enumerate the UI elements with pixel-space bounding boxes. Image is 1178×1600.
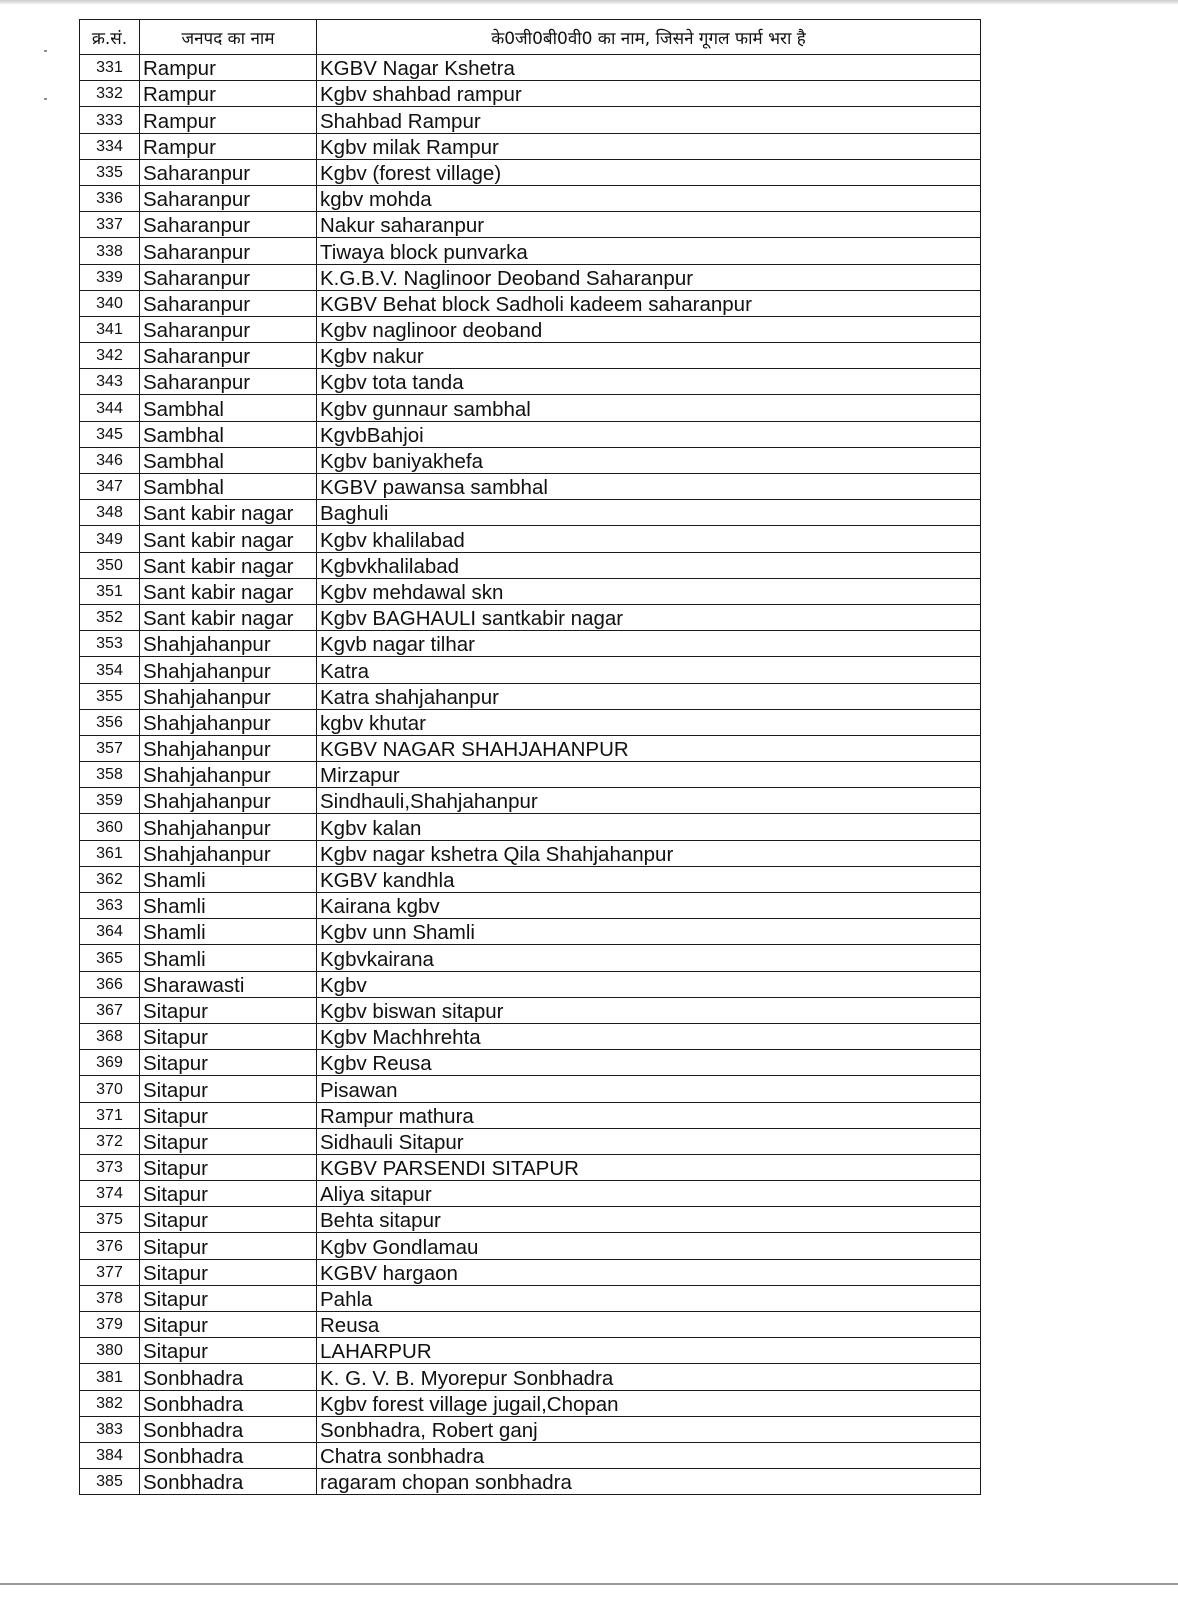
table-row [80, 290, 981, 316]
table-row [80, 578, 981, 604]
table-row [80, 159, 981, 185]
district-cell: Shamli [140, 919, 317, 945]
table-row [80, 788, 981, 814]
table-row [80, 447, 981, 473]
district-cell: Sitapur [140, 1076, 317, 1102]
serial-number-cell: 365 [80, 945, 140, 971]
school-name-cell: Kgbv nakur [317, 343, 981, 369]
district-cell: Sant kabir nagar [140, 578, 317, 604]
serial-number-cell: 362 [80, 866, 140, 892]
table-row [80, 1023, 981, 1049]
serial-number-cell: 366 [80, 971, 140, 997]
district-cell: Shamli [140, 893, 317, 919]
table-row [80, 1312, 981, 1338]
header-school-name: के0जी0बी0वी0 का नाम, जिसने गूगल फार्म भरा है [317, 20, 981, 55]
district-cell: Sambhal [140, 395, 317, 421]
school-name-cell: Kgbv nagar kshetra Qila Shahjahanpur [317, 840, 981, 866]
serial-number-cell: 336 [80, 185, 140, 211]
school-name-cell: Kgbv shahbad rampur [317, 81, 981, 107]
serial-number-cell: 346 [80, 447, 140, 473]
table-header [80, 20, 981, 55]
table-row [80, 631, 981, 657]
district-cell: Sitapur [140, 1233, 317, 1259]
table-row [80, 657, 981, 683]
serial-number-cell: 358 [80, 762, 140, 788]
serial-number-cell: 332 [80, 81, 140, 107]
district-cell: Sambhal [140, 421, 317, 447]
serial-number-cell: 341 [80, 316, 140, 342]
serial-number-cell: 374 [80, 1181, 140, 1207]
serial-number-cell: 384 [80, 1442, 140, 1468]
table-row [80, 1285, 981, 1311]
school-name-cell: KGBV Behat block Sadholi kadeem saharanpur [317, 290, 981, 316]
district-cell: Saharanpur [140, 264, 317, 290]
district-cell: Sant kabir nagar [140, 526, 317, 552]
table-row [80, 945, 981, 971]
scan-top-edge [0, 0, 1178, 4]
school-name-cell: Kgbv Gondlamau [317, 1233, 981, 1259]
district-cell: Sambhal [140, 447, 317, 473]
table-row [80, 1154, 981, 1180]
district-cell: Sitapur [140, 1023, 317, 1049]
school-name-cell: Sindhauli,Shahjahanpur [317, 788, 981, 814]
table-row [80, 1050, 981, 1076]
school-name-cell: KGBV Nagar Kshetra [317, 55, 981, 81]
table-row [80, 395, 981, 421]
school-name-cell: LAHARPUR [317, 1338, 981, 1364]
serial-number-cell: 385 [80, 1469, 140, 1495]
table-row [80, 997, 981, 1023]
table-row [80, 133, 981, 159]
table-row [80, 316, 981, 342]
header-row [80, 20, 981, 55]
school-name-cell: Chatra sonbhadra [317, 1442, 981, 1468]
district-cell: Shahjahanpur [140, 735, 317, 761]
school-name-cell: Sonbhadra, Robert ganj [317, 1416, 981, 1442]
serial-number-cell: 344 [80, 395, 140, 421]
serial-number-cell: 383 [80, 1416, 140, 1442]
serial-number-cell: 381 [80, 1364, 140, 1390]
header-district-name: जनपद का नाम [140, 20, 317, 55]
school-name-cell: Kgbv tota tanda [317, 369, 981, 395]
serial-number-cell: 354 [80, 657, 140, 683]
district-cell: Saharanpur [140, 290, 317, 316]
district-cell: Sonbhadra [140, 1390, 317, 1416]
district-cell: Saharanpur [140, 238, 317, 264]
school-name-cell: KGBV hargaon [317, 1259, 981, 1285]
table-row [80, 709, 981, 735]
district-cell: Sonbhadra [140, 1442, 317, 1468]
table-row [80, 1076, 981, 1102]
serial-number-cell: 355 [80, 683, 140, 709]
table-row [80, 421, 981, 447]
school-name-cell: Behta sitapur [317, 1207, 981, 1233]
table-row [80, 1207, 981, 1233]
school-name-cell: KGBV pawansa sambhal [317, 474, 981, 500]
school-name-cell: Pisawan [317, 1076, 981, 1102]
serial-number-cell: 379 [80, 1312, 140, 1338]
district-cell: Sitapur [140, 1050, 317, 1076]
district-cell: Shahjahanpur [140, 657, 317, 683]
serial-number-cell: 333 [80, 107, 140, 133]
serial-number-cell: 380 [80, 1338, 140, 1364]
school-name-cell: Reusa [317, 1312, 981, 1338]
serial-number-cell: 331 [80, 55, 140, 81]
district-cell: Saharanpur [140, 159, 317, 185]
district-cell: Sant kabir nagar [140, 552, 317, 578]
table-row [80, 1102, 981, 1128]
school-name-cell: Kgbv BAGHAULI santkabir nagar [317, 604, 981, 630]
serial-number-cell: 353 [80, 631, 140, 657]
table-row [80, 1442, 981, 1468]
serial-number-cell: 360 [80, 814, 140, 840]
school-name-cell: Baghuli [317, 500, 981, 526]
school-name-cell: Nakur saharanpur [317, 212, 981, 238]
serial-number-cell: 345 [80, 421, 140, 447]
district-cell: Sonbhadra [140, 1416, 317, 1442]
district-cell: Shamli [140, 945, 317, 971]
school-name-cell: kgbv khutar [317, 709, 981, 735]
table-row [80, 1416, 981, 1442]
table-row [80, 762, 981, 788]
school-name-cell: Kgvb nagar tilhar [317, 631, 981, 657]
district-cell: Saharanpur [140, 185, 317, 211]
school-name-cell: Katra shahjahanpur [317, 683, 981, 709]
table-row [80, 735, 981, 761]
school-name-cell: Kgbv naglinoor deoband [317, 316, 981, 342]
serial-number-cell: 369 [80, 1050, 140, 1076]
district-cell: Sitapur [140, 1102, 317, 1128]
school-name-cell: Kgbvkairana [317, 945, 981, 971]
district-cell: Sambhal [140, 474, 317, 500]
school-name-cell: Kgbv biswan sitapur [317, 997, 981, 1023]
district-cell: Shahjahanpur [140, 631, 317, 657]
table-row [80, 343, 981, 369]
district-cell: Shahjahanpur [140, 762, 317, 788]
school-name-cell: ragaram chopan sonbhadra [317, 1469, 981, 1495]
district-cell: Sonbhadra [140, 1364, 317, 1390]
district-cell: Sonbhadra [140, 1469, 317, 1495]
district-cell: Sitapur [140, 1128, 317, 1154]
district-cell: Rampur [140, 107, 317, 133]
serial-number-cell: 356 [80, 709, 140, 735]
serial-number-cell: 377 [80, 1259, 140, 1285]
serial-number-cell: 343 [80, 369, 140, 395]
table-row [80, 526, 981, 552]
district-cell: Sharawasti [140, 971, 317, 997]
table-row [80, 552, 981, 578]
serial-number-cell: 342 [80, 343, 140, 369]
table-row [80, 474, 981, 500]
district-cell: Saharanpur [140, 212, 317, 238]
table-row [80, 1233, 981, 1259]
district-cell: Shahjahanpur [140, 788, 317, 814]
serial-number-cell: 335 [80, 159, 140, 185]
scan-speck [44, 50, 47, 52]
district-cell: Saharanpur [140, 343, 317, 369]
school-name-cell: Mirzapur [317, 762, 981, 788]
serial-number-cell: 338 [80, 238, 140, 264]
serial-number-cell: 375 [80, 1207, 140, 1233]
table-row [80, 55, 981, 81]
table-row [80, 185, 981, 211]
district-cell: Rampur [140, 81, 317, 107]
school-name-cell: Kgbv Reusa [317, 1050, 981, 1076]
district-cell: Shahjahanpur [140, 709, 317, 735]
district-cell: Shahjahanpur [140, 683, 317, 709]
district-cell: Sitapur [140, 1285, 317, 1311]
district-cell: Sant kabir nagar [140, 500, 317, 526]
serial-number-cell: 378 [80, 1285, 140, 1311]
school-name-cell: Kgbv mehdawal skn [317, 578, 981, 604]
school-name-cell: Tiwaya block punvarka [317, 238, 981, 264]
table-row [80, 1469, 981, 1495]
school-name-cell: Kgbv (forest village) [317, 159, 981, 185]
table-row [80, 840, 981, 866]
serial-number-cell: 349 [80, 526, 140, 552]
school-name-cell: K.G.B.V. Naglinoor Deoband Saharanpur [317, 264, 981, 290]
serial-number-cell: 340 [80, 290, 140, 316]
school-name-cell: Kgbv Machhrehta [317, 1023, 981, 1049]
district-cell: Sitapur [140, 1312, 317, 1338]
school-name-cell: kgbv mohda [317, 185, 981, 211]
school-name-cell: KGBV PARSENDI SITAPUR [317, 1154, 981, 1180]
table-row [80, 107, 981, 133]
school-name-cell: Sidhauli Sitapur [317, 1128, 981, 1154]
serial-number-cell: 352 [80, 604, 140, 630]
table-row [80, 1390, 981, 1416]
scan-bottom-rule [0, 1583, 1178, 1585]
school-name-cell: Kgbv unn Shamli [317, 919, 981, 945]
school-name-cell: Kgbv khalilabad [317, 526, 981, 552]
table-row [80, 604, 981, 630]
serial-number-cell: 382 [80, 1390, 140, 1416]
table-row [80, 893, 981, 919]
serial-number-cell: 351 [80, 578, 140, 604]
district-cell: Saharanpur [140, 369, 317, 395]
table-row [80, 81, 981, 107]
serial-number-cell: 370 [80, 1076, 140, 1102]
school-name-cell: Kgbv [317, 971, 981, 997]
school-name-cell: KgvbBahjoi [317, 421, 981, 447]
table-row [80, 1128, 981, 1154]
school-name-cell: Kgbvkhalilabad [317, 552, 981, 578]
serial-number-cell: 364 [80, 919, 140, 945]
table-row [80, 264, 981, 290]
district-cell: Sitapur [140, 997, 317, 1023]
school-name-cell: K. G. V. B. Myorepur Sonbhadra [317, 1364, 981, 1390]
table-row [80, 919, 981, 945]
table-row [80, 1364, 981, 1390]
district-cell: Saharanpur [140, 316, 317, 342]
school-name-cell: Kairana kgbv [317, 893, 981, 919]
kgbv-google-form-table [79, 19, 981, 1495]
district-cell: Shamli [140, 866, 317, 892]
school-name-cell: Kgbv kalan [317, 814, 981, 840]
scan-speck [44, 98, 47, 100]
table-row [80, 238, 981, 264]
school-name-cell: Pahla [317, 1285, 981, 1311]
district-cell: Rampur [140, 133, 317, 159]
serial-number-cell: 357 [80, 735, 140, 761]
district-cell: Sant kabir nagar [140, 604, 317, 630]
serial-number-cell: 347 [80, 474, 140, 500]
header-serial-number: क्र.सं. [80, 20, 140, 55]
school-name-cell: Rampur mathura [317, 1102, 981, 1128]
table-row [80, 814, 981, 840]
serial-number-cell: 368 [80, 1023, 140, 1049]
table-row [80, 369, 981, 395]
table-row [80, 1181, 981, 1207]
school-name-cell: KGBV NAGAR SHAHJAHANPUR [317, 735, 981, 761]
table-row [80, 212, 981, 238]
school-name-cell: Shahbad Rampur [317, 107, 981, 133]
serial-number-cell: 334 [80, 133, 140, 159]
serial-number-cell: 373 [80, 1154, 140, 1180]
serial-number-cell: 371 [80, 1102, 140, 1128]
district-cell: Shahjahanpur [140, 840, 317, 866]
school-name-cell: Katra [317, 657, 981, 683]
serial-number-cell: 348 [80, 500, 140, 526]
serial-number-cell: 350 [80, 552, 140, 578]
serial-number-cell: 359 [80, 788, 140, 814]
district-cell: Sitapur [140, 1259, 317, 1285]
district-cell: Sitapur [140, 1338, 317, 1364]
table-row [80, 683, 981, 709]
district-cell: Rampur [140, 55, 317, 81]
table-row [80, 500, 981, 526]
table-row [80, 971, 981, 997]
district-cell: Sitapur [140, 1207, 317, 1233]
table-row [80, 866, 981, 892]
table-row [80, 1259, 981, 1285]
school-name-cell: Kgbv forest village jugail,Chopan [317, 1390, 981, 1416]
school-name-cell: Aliya sitapur [317, 1181, 981, 1207]
serial-number-cell: 372 [80, 1128, 140, 1154]
serial-number-cell: 361 [80, 840, 140, 866]
school-name-cell: KGBV kandhla [317, 866, 981, 892]
serial-number-cell: 376 [80, 1233, 140, 1259]
district-cell: Sitapur [140, 1181, 317, 1207]
serial-number-cell: 363 [80, 893, 140, 919]
school-name-cell: Kgbv milak Rampur [317, 133, 981, 159]
district-cell: Shahjahanpur [140, 814, 317, 840]
district-cell: Sitapur [140, 1154, 317, 1180]
table-row [80, 1338, 981, 1364]
school-name-cell: Kgbv baniyakhefa [317, 447, 981, 473]
serial-number-cell: 367 [80, 997, 140, 1023]
table-body [80, 55, 981, 1495]
school-name-cell: Kgbv gunnaur sambhal [317, 395, 981, 421]
serial-number-cell: 337 [80, 212, 140, 238]
serial-number-cell: 339 [80, 264, 140, 290]
